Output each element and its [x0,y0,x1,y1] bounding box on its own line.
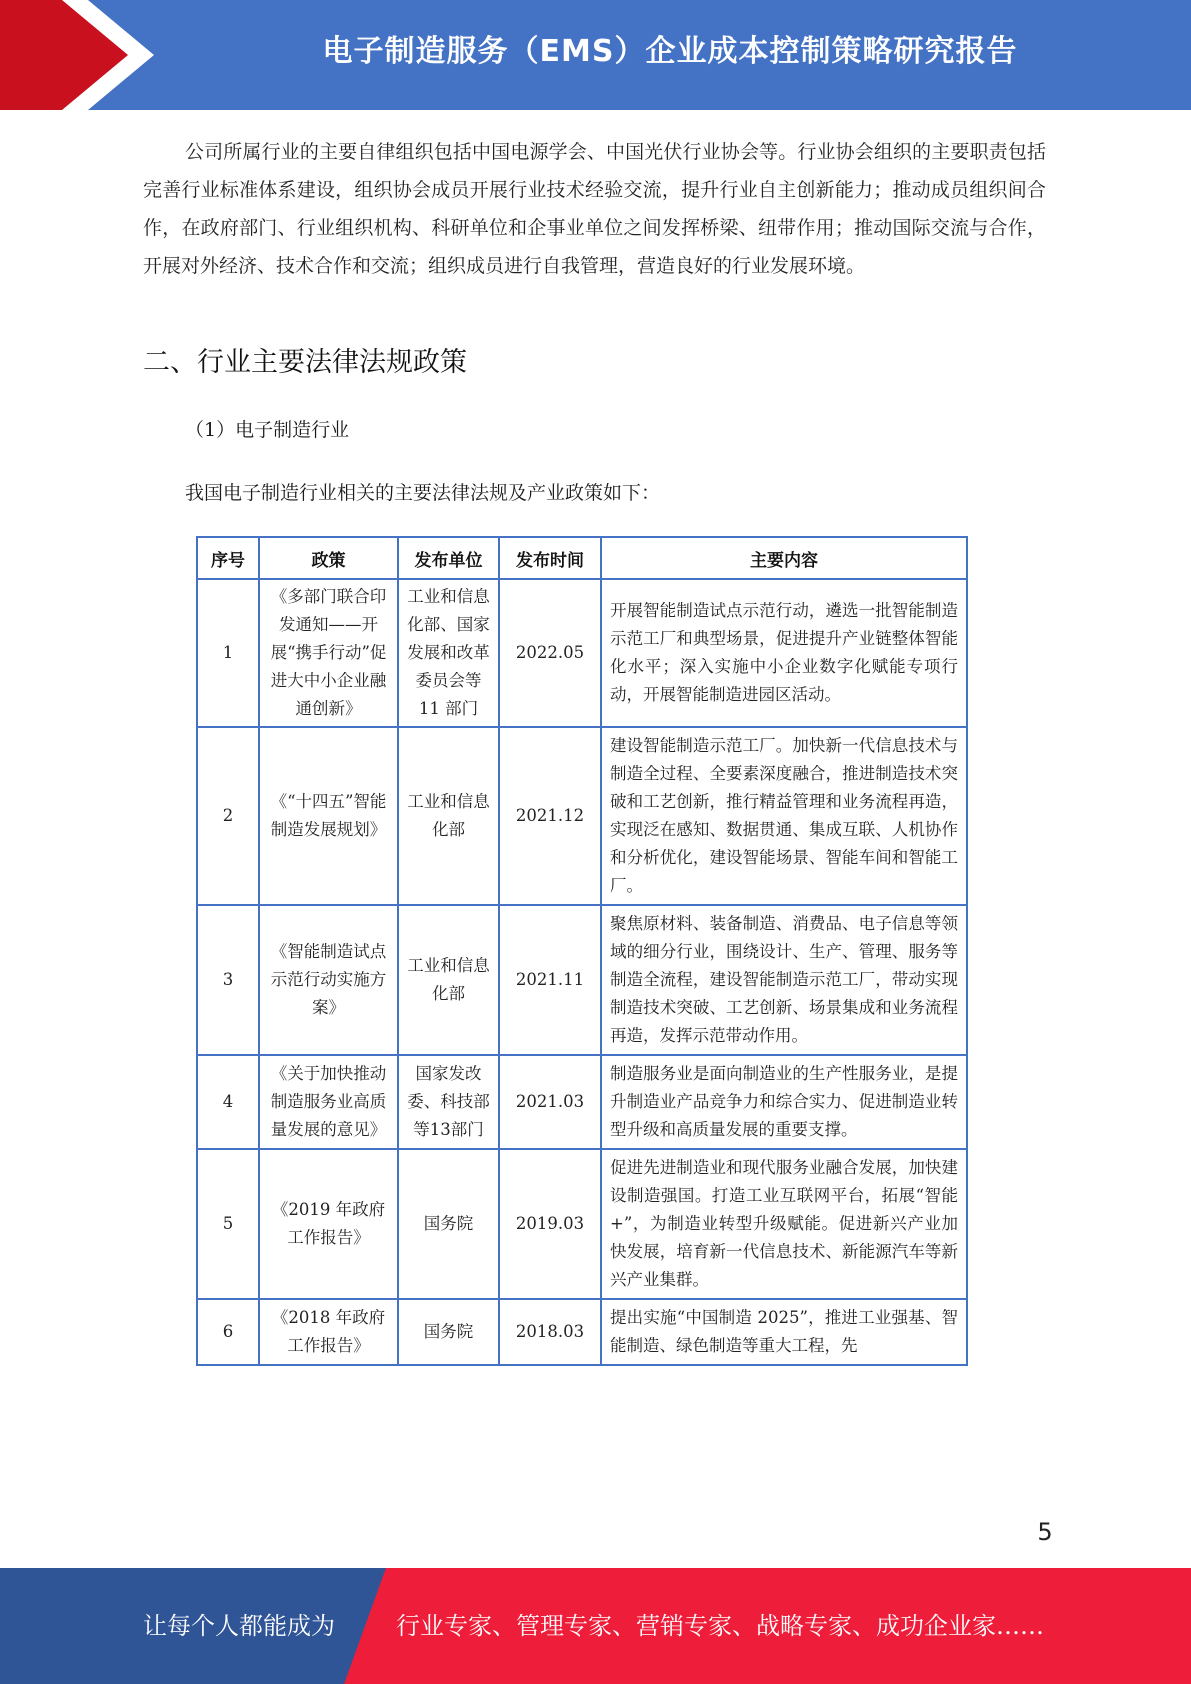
table-header-row [197,537,967,579]
cell-issuer: 国家发改委、科技部等13部门 [398,1055,499,1149]
page-number: 5 [1037,1518,1053,1546]
table-row [197,1149,967,1299]
cell-policy: 《关于加快推动制造服务业高质量发展的意见》 [259,1055,398,1149]
cell-content: 制造服务业是面向制造业的生产性服务业，是提升制造业产品竞争力和综合实力、促进制造业转型升级和高质量发展的重要支撑。 [601,1055,967,1149]
cell-issuer: 国务院 [398,1299,499,1365]
table-row [197,727,967,905]
table-row [197,1299,967,1365]
table-row [197,905,967,1055]
cell-content: 开展智能制造试点示范行动，遴选一批智能制造示范工厂和典型场景，促进提升产业链整体智能化水平；深入实施中小企业数字化赋能专项行动，开展智能制造进园区活动。 [601,579,967,727]
cell-content: 建设智能制造示范工厂。加快新一代信息技术与制造全过程、全要素深度融合，推进制造技术突破和工艺创新，推行精益管理和业务流程再造，实现泛在感知、数据贯通、集成互联、人机协作和分析优化，建设智能场景、智能车间和智能工厂。 [601,727,967,905]
cell-policy: 《多部门联合印发通知——开展“携手行动”促进大中小企业融通创新》 [259,579,398,727]
cell-policy: 《2018 年政府工作报告》 [259,1299,398,1365]
cell-issuer: 工业和信息化部 [398,905,499,1055]
cell-no: 5 [197,1149,259,1299]
cell-no: 3 [197,905,259,1055]
section-heading: 二、行业主要法律法规政策 [143,347,467,378]
cell-issuer: 工业和信息化部 [398,727,499,905]
table-row [197,579,967,727]
cell-date: 2022.05 [499,579,601,727]
cell-content: 促进先进制造业和现代服务业融合发展，加快建设制造强国。打造工业互联网平台，拓展“智能+”，为制造业转型升级赋能。促进新兴产业加快发展，培育新一代信息技术、新能源汽车等新兴产业集群。 [601,1149,967,1299]
subheading: （1）电子制造行业 [185,419,350,441]
cell-policy: 《智能制造试点示范行动实施方案》 [259,905,398,1055]
header-date: 发布时间 [499,537,601,579]
page-footer [0,1568,1191,1684]
header-policy: 政策 [259,537,398,579]
cell-date: 2021.12 [499,727,601,905]
cell-date: 2021.11 [499,905,601,1055]
footer-slogan-right: 行业专家、管理专家、营销专家、战略专家、成功企业家…… [396,1612,1044,1640]
cell-no: 6 [197,1299,259,1365]
cell-no: 1 [197,579,259,727]
cell-policy: 《“十四五”智能制造发展规划》 [259,727,398,905]
intro-paragraph: 公司所属行业的主要自律组织包括中国电源学会、中国光伏行业协会等。行业协会组织的主要职责包括完善行业标准体系建设，组织协会成员开展行业技术经验交流，提升行业自主创新能力；推动成员组织间合作，在政府部门、行业组织机构、科研单位和企事业单位之间发挥桥梁、纽带作用；推动国际交流与合作，开展对外经济、技术合作和交流；组织成员进行自我管理，营造良好的行业发展环境。 [143,141,1046,277]
footer-slogan-left: 让每个人都能成为 [143,1612,335,1640]
table-row [197,1055,967,1149]
cell-no: 4 [197,1055,259,1149]
cell-content [601,1299,967,1365]
cell-issuer: 国务院 [398,1149,499,1299]
header-content: 主要内容 [601,537,967,579]
report-title: 电子制造服务（EMS）企业成本控制策略研究报告 [322,34,1018,69]
cell-date: 2019.03 [499,1149,601,1299]
policy-table [196,536,968,1366]
cell-date: 2018.03 [499,1299,601,1365]
cell-issuer: 工业和信息化部、国家发展和改革委员会等 11 部门 [398,579,499,727]
cell-no: 2 [197,727,259,905]
cell-content-text: 提出实施“中国制造 2025”，推进工业强基、智能制造、绿色制造等重大工程，先 [610,1308,958,1355]
header-issuer: 发布单位 [398,537,499,579]
header-no: 序号 [197,537,259,579]
table-intro: 我国电子制造行业相关的主要法律法规及产业政策如下： [185,482,661,504]
page-header [0,0,1191,110]
cell-policy: 《2019 年政府工作报告》 [259,1149,398,1299]
cell-date: 2021.03 [499,1055,601,1149]
cell-content: 聚焦原材料、装备制造、消费品、电子信息等领域的细分行业，围绕设计、生产、管理、服务等制造全流程，建设智能制造示范工厂，带动实现制造技术突破、工艺创新、场景集成和业务流程再造，发挥示范带动作用。 [601,905,967,1055]
